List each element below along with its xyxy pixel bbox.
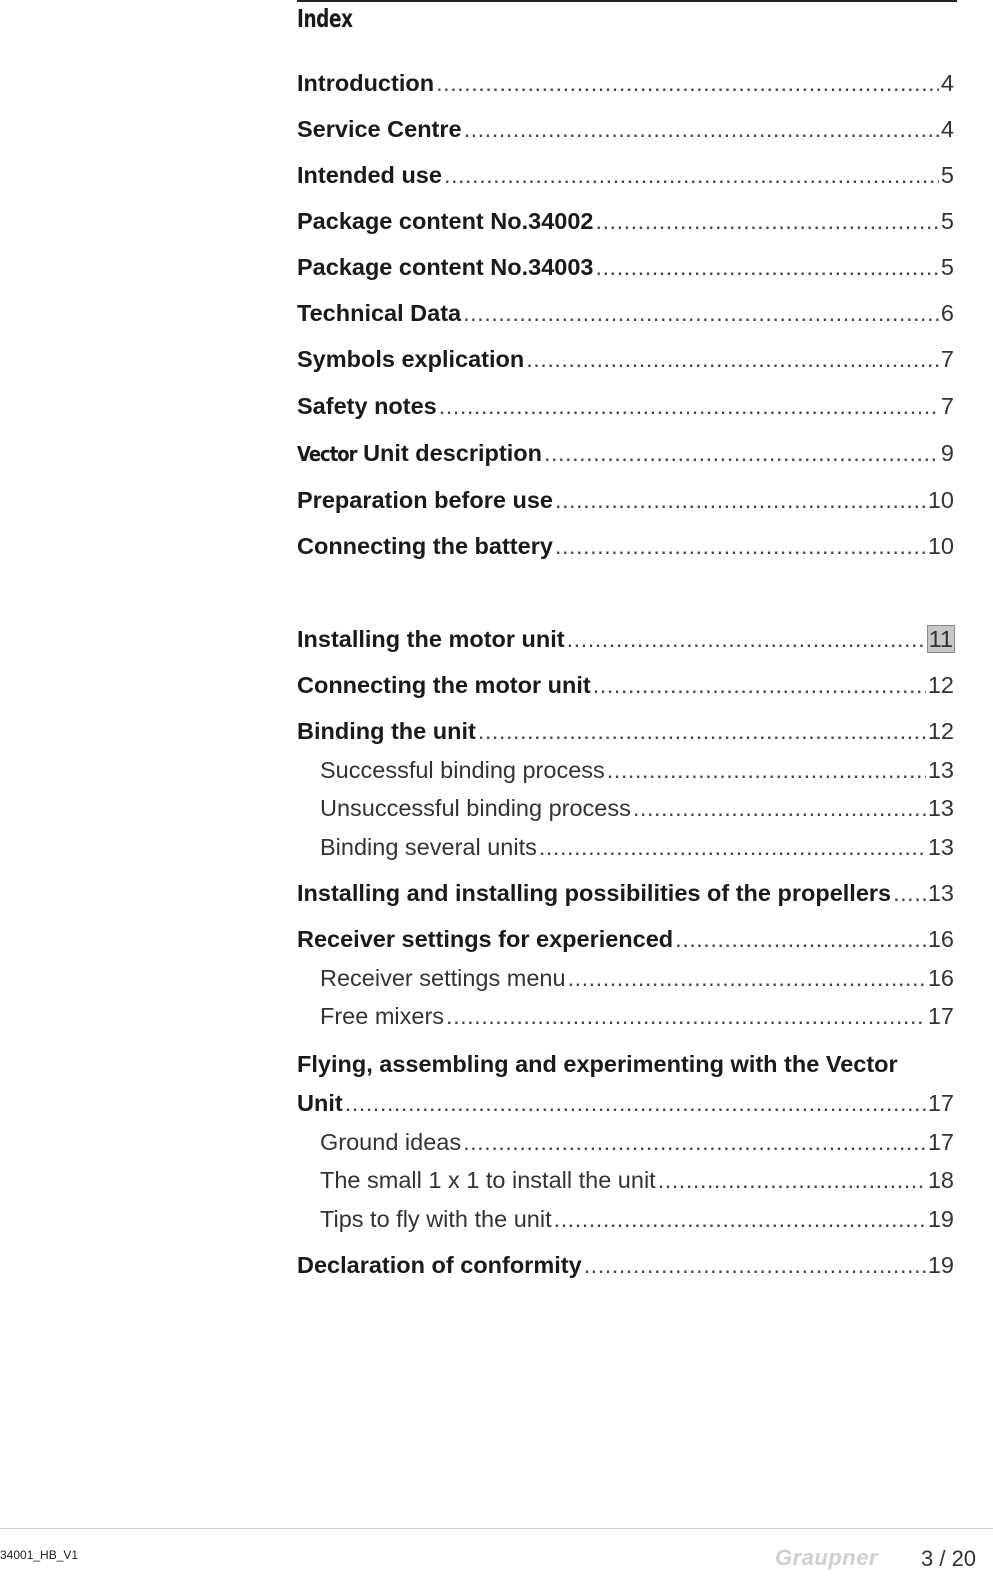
toc-entry-installing-motor[interactable]: [297, 626, 954, 656]
toc-entry-label: Declaration of conformity: [297, 1252, 582, 1278]
toc-entry-introduction[interactable]: [297, 70, 954, 100]
toc-entry-label: Ground ideas: [320, 1129, 462, 1155]
toc-entry-safety-notes[interactable]: [297, 393, 954, 423]
dot-leader: [463, 1129, 926, 1156]
toc-entry-label: Package content No.34003: [297, 254, 594, 280]
top-rule: [297, 0, 957, 2]
toc-entry-page: 5: [940, 162, 954, 188]
toc-entry-label: Tips to fly with the unit: [320, 1206, 552, 1232]
toc-entry-connecting-motor[interactable]: [297, 672, 954, 702]
toc-entry-declaration[interactable]: [297, 1252, 954, 1282]
toc-entry-propellers[interactable]: [297, 880, 954, 910]
toc-entry-page: 5: [940, 208, 954, 234]
footer-rule: [0, 1528, 993, 1529]
toc-entry-page: 13: [927, 880, 954, 906]
toc-entry-symbols[interactable]: [297, 346, 954, 376]
toc-entry-label: Successful binding process: [320, 757, 605, 783]
dot-leader: [593, 672, 926, 699]
dot-leader: [596, 208, 939, 235]
dot-leader: [539, 834, 926, 861]
toc-entry-page: 10: [927, 533, 954, 559]
toc-entry-connecting-battery[interactable]: [297, 533, 954, 563]
toc-entry-page: 12: [927, 672, 954, 698]
toc-entry-page: 18: [927, 1167, 954, 1193]
index-heading: Index: [297, 4, 353, 33]
toc-entry-page: 7: [940, 393, 954, 419]
toc-entry-label: Preparation before use: [297, 487, 553, 513]
vector-logo-text: Vector: [297, 442, 357, 466]
dot-leader: [658, 1167, 926, 1194]
toc-entry-page: 19: [927, 1206, 954, 1232]
dot-leader: [633, 795, 926, 822]
dot-leader: [444, 162, 939, 189]
toc-entry-label: Receiver settings menu: [320, 965, 566, 991]
toc-entry-page: 17: [927, 1129, 954, 1155]
toc-entry-label: Intended use: [297, 162, 442, 188]
toc-entry-label: Connecting the battery: [297, 533, 553, 559]
toc-subentry-successful-binding[interactable]: [320, 757, 954, 787]
toc-subentry-free-mixers[interactable]: [320, 1003, 954, 1033]
toc-entry-vector-unit[interactable]: [297, 440, 954, 470]
dot-leader: [607, 757, 926, 784]
toc-entry-page: 5: [940, 254, 954, 280]
toc-entry-service-centre[interactable]: [297, 116, 954, 146]
toc-entry-binding[interactable]: [297, 718, 954, 748]
toc-entry-page: 4: [940, 70, 954, 96]
toc-entry-technical-data[interactable]: [297, 300, 954, 330]
document-id: 34001_HB_V1: [0, 1548, 79, 1562]
toc-entry-page: 19: [927, 1252, 954, 1278]
dot-leader: [463, 300, 939, 327]
toc-entry-page: 16: [927, 926, 954, 952]
toc-entry-label: Service Centre: [297, 116, 462, 142]
toc-subentry-unsuccessful-binding[interactable]: [320, 795, 954, 825]
dot-leader: [584, 1252, 926, 1279]
dot-leader: [555, 487, 926, 514]
dot-leader: [675, 926, 926, 953]
toc-entry-page: 17: [927, 1090, 954, 1116]
toc-entry-page: 12: [927, 718, 954, 744]
dot-leader: [526, 346, 939, 373]
toc-entry-page: 16: [927, 965, 954, 991]
toc-entry-package-34002[interactable]: [297, 208, 954, 238]
page-number: 3 / 20: [921, 1546, 977, 1571]
toc-entry-label: Installing the motor unit: [297, 626, 565, 652]
dot-leader: [893, 880, 926, 907]
dot-leader: [596, 254, 939, 281]
dot-leader: [464, 116, 939, 143]
graupner-logo: Graupner: [775, 1545, 879, 1570]
dot-leader: [478, 718, 926, 745]
dot-leader: [555, 533, 926, 560]
toc-entry-page-highlighted: 11: [928, 626, 953, 652]
toc-entry-label: Safety notes: [297, 393, 437, 419]
toc-subentry-small-1x1[interactable]: [320, 1167, 954, 1197]
toc-entry-preparation[interactable]: [297, 487, 954, 517]
dot-leader: [439, 393, 939, 420]
toc-entry-receiver-settings[interactable]: [297, 926, 954, 956]
toc-entry-label: Receiver settings for experienced: [297, 926, 674, 952]
toc-entry-label: Unit: [297, 1090, 343, 1116]
toc-entry-page: 17: [927, 1003, 954, 1029]
toc-entry-label: Unsuccessful binding process: [320, 795, 631, 821]
toc-entry-page: 9: [940, 440, 954, 466]
toc-entry-label: Free mixers: [320, 1003, 445, 1029]
dot-leader: [568, 965, 926, 992]
toc-entry-label: Connecting the motor unit: [297, 672, 591, 698]
toc-entry-flying[interactable]: [297, 1090, 954, 1120]
toc-entry-page: 13: [927, 757, 954, 783]
toc-entry-page: 4: [940, 116, 954, 142]
toc-entry-page: 10: [927, 487, 954, 513]
dot-leader: [345, 1090, 926, 1117]
toc-entry-label: Technical Data: [297, 300, 462, 326]
toc-subentry-binding-several[interactable]: [320, 834, 954, 864]
toc-entry-page: 7: [940, 346, 954, 372]
toc-entry-label-rest: Unit description: [356, 440, 542, 466]
toc-entry-label: Symbols explication: [297, 346, 525, 372]
toc-subentry-receiver-menu[interactable]: [320, 965, 954, 995]
toc-entry-label: Binding several units: [320, 834, 537, 860]
toc-entry-page: 13: [927, 795, 954, 821]
toc-entry-page: 6: [940, 300, 954, 326]
toc-entry-intended-use[interactable]: [297, 162, 954, 192]
dot-leader: [554, 1206, 926, 1233]
toc-entry-label: Installing and installing possibilities of the propellers: [297, 880, 892, 906]
toc-entry-label: [297, 440, 542, 467]
toc-entry-page: 13: [927, 834, 954, 860]
dot-leader: [544, 440, 939, 467]
dot-leader: [567, 626, 926, 653]
toc-subentry-ground-ideas[interactable]: [320, 1129, 954, 1159]
dot-leader: [436, 70, 939, 97]
toc-entry-flying-line1[interactable]: Flying, assembling and experimenting with the Vector: [297, 1051, 898, 1077]
toc-entry-label: The small 1 x 1 to install the unit: [320, 1167, 656, 1193]
toc-entry-label: Package content No.34002: [297, 208, 594, 234]
dot-leader: [446, 1003, 926, 1030]
toc-subentry-tips-fly[interactable]: [320, 1206, 954, 1236]
toc-entry-package-34003[interactable]: [297, 254, 954, 284]
toc-entry-label: Introduction: [297, 70, 435, 96]
toc-entry-label: Binding the unit: [297, 718, 476, 744]
